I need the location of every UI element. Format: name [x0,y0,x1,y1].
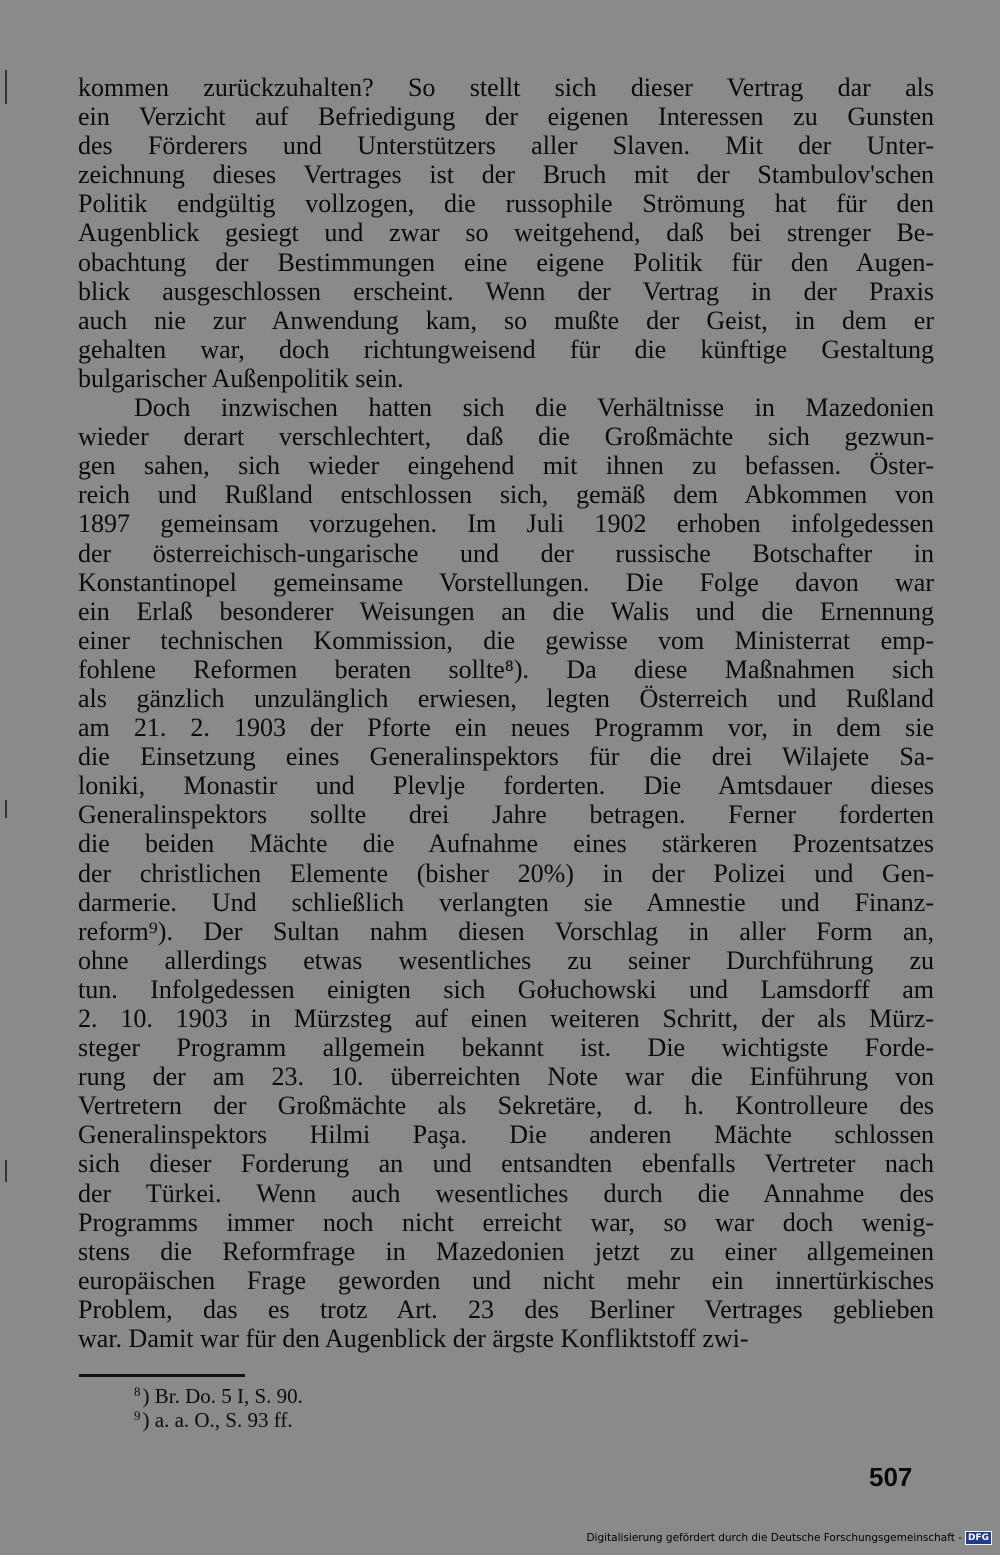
text-line: die beiden Mächte die Aufnahme eines stärkeren Prozentsatzes [78,829,934,859]
text-line: als gänzlich unzulänglich erwiesen, legten Österreich und Rußland [78,683,934,713]
text-line: war. Damit war für den Augenblick der ärgste Konfliktstoff zwi- [78,1324,749,1354]
text-line: Generalinspektors sollte drei Jahre betragen. Ferner forderten [78,800,934,830]
footnote-mark: 9 [134,1408,141,1423]
footnote-mark: 8 [134,1384,141,1399]
text-line: Konstantinopel gemeinsame Vorstellungen. Die Folge davon war [78,567,934,597]
text-line: obachtung der Bestimmungen eine eigene Politik für den Augen- [78,247,934,277]
text-line: tun. Infolgedessen einigten sich Gołuchowski und Lamsdorff am [78,974,934,1004]
dfg-logo: DFG [965,1531,992,1545]
footnote-text: Br. Do. 5 I, S. 90. [154,1384,303,1408]
credit-text: Digitalisierung gefördert durch die Deutsche Forschungsgemeinschaft - [586,1532,962,1544]
text-line: loniki, Monastir und Plevlje forderten. Die Amtsdauer dieses [78,771,934,801]
text-line: gehalten war, doch richtungweisend für die künftige Gestaltung [78,334,934,364]
page-number: 507 [869,1462,913,1492]
text-line: 1897 gemeinsam vorzugehen. Im Juli 1902 erhoben infolgedessen [78,509,934,539]
text-line: des Förderers und Unterstützers aller Slaven. Mit der Unter- [78,131,934,161]
text-line: einer technischen Kommission, die gewisse vom Ministerrat emp- [78,625,934,655]
text-line: Problem, das es trotz Art. 23 des Berliner Vertrages geblieben [78,1294,934,1324]
text-line: der Türkei. Wenn auch wesentliches durch die Annahme des [78,1178,934,1208]
text-line: die Einsetzung eines Generalinspektors für die drei Wilajete Sa- [78,742,934,772]
scan-edge-mark [5,1160,7,1182]
text-line: zeichnung dieses Vertrages ist der Bruch mit der Stambulov'schen [78,160,934,190]
text-line: rung der am 23. 10. überreichten Note war die Einführung von [78,1062,934,1092]
text-line: Politik endgültig vollzogen, die russophile Strömung hat für den [78,189,934,219]
scan-edge-mark [5,70,7,104]
text-line: Generalinspektors Hilmi Paşa. Die anderen Mächte schlossen [78,1120,934,1150]
text-line: Doch inzwischen hatten sich die Verhältnisse in Mazedonien [134,393,934,423]
footnote-8 [134,1384,303,1408]
text-line: europäischen Frage geworden und nicht mehr ein innertürkisches [78,1265,934,1295]
digitization-credit [586,1531,992,1545]
text-line: Programms immer noch nicht erreicht war, so war doch wenig- [78,1207,934,1237]
scan-edge-mark [5,800,7,818]
text-line: ein Verzicht auf Befriedigung der eigenen Interessen zu Gunsten [78,102,934,132]
text-line: reform⁹). Der Sultan nahm diesen Vorschlag in aller Form an, [78,916,934,946]
text-line: stens die Reformfrage in Mazedonien jetzt zu einer allgemeinen [78,1236,934,1266]
text-line: gen sahen, sich wieder eingehend mit ihnen zu befassen. Öster- [78,451,934,481]
text-line: darmerie. Und schließlich verlangten sie Amnestie und Finanz- [78,887,934,917]
paragraph [78,73,934,393]
footnote-close-paren: ) [142,1384,155,1408]
footnotes [134,1384,303,1432]
text-line: blick ausgeschlossen erscheint. Wenn der Vertrag in der Praxis [78,276,934,306]
text-line: Vertretern der Großmächte als Sekretäre, d. h. Kontrolleure des [78,1091,934,1121]
footnote-text: a. a. O., S. 93 ff. [154,1408,293,1432]
text-line: der christlichen Elemente (bisher 20%) in der Polizei und Gen- [78,858,934,888]
paragraph [78,393,934,1353]
text-line: auch nie zur Anwendung kam, so mußte der Geist, in dem er [78,305,934,335]
page-body [78,73,934,1353]
text-line: am 21. 2. 1903 der Pforte ein neues Programm vor, in dem sie [78,713,934,743]
footnote-close-paren: ) [142,1408,155,1432]
text-line: wieder derart verschlechtert, daß die Großmächte sich gezwun- [78,422,934,452]
footnote-9 [134,1408,303,1432]
text-line: steger Programm allgemein bekannt ist. Die wichtigste Forde- [78,1033,934,1063]
text-line: 2. 10. 1903 in Mürzsteg auf einen weiteren Schritt, der als Mürz- [78,1004,934,1033]
text-line: ein Erlaß besonderer Weisungen an die Walis und die Ernennung [78,596,934,626]
text-line: kommen zurückzuhalten? So stellt sich dieser Vertrag dar als [78,73,934,102]
text-line: Augenblick gesiegt und zwar so weitgehend, daß bei strenger Be- [78,218,934,248]
text-line: ohne allerdings etwas wesentliches zu seiner Durchführung zu [78,945,934,975]
text-line: reich und Rußland entschlossen sich, gemäß dem Abkommen von [78,480,934,510]
text-line: sich dieser Forderung an und entsandten ebenfalls Vertreter nach [78,1149,934,1179]
text-line: fohlene Reformen beraten sollte⁸). Da diese Maßnahmen sich [78,654,934,684]
footnote-rule [79,1374,245,1377]
text-line: der österreichisch-ungarische und der russische Botschafter in [78,538,934,568]
text-line: bulgarischer Außenpolitik sein. [78,363,404,393]
